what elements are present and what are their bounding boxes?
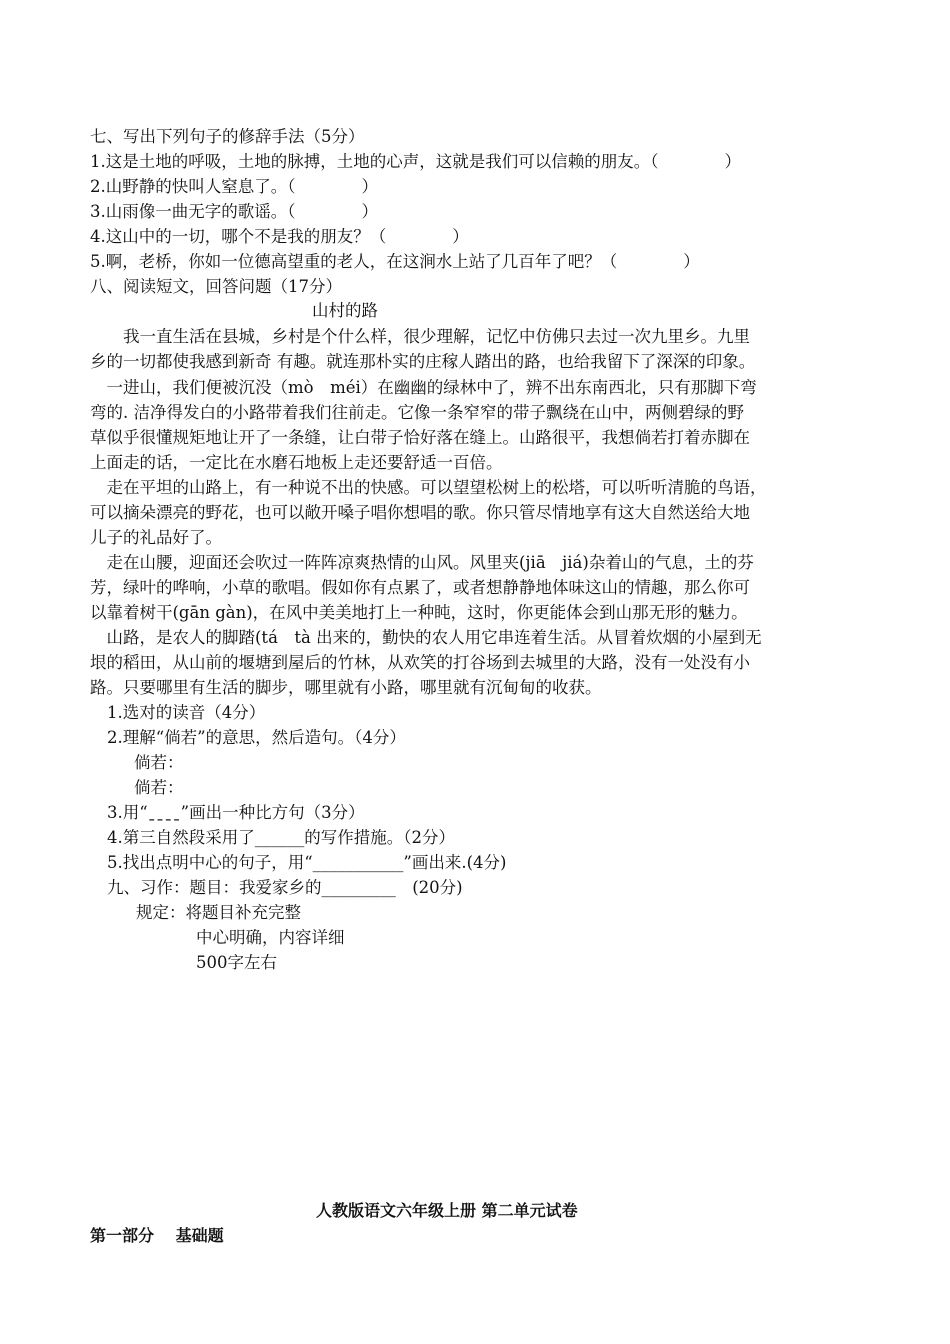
section7-heading: 七、写出下列句子的修辞手法（5分） [90,127,365,146]
passage-line: 可以摘朵漂亮的野花，也可以敞开嗓子唱你想唱的歌。你只管尽情地享有这大自然送给大地 [90,503,750,522]
rhetoric-item-1: 1.这是土地的呼吸，土地的脉搏，土地的心声，这就是我们可以信赖的朋友。（ ） [90,152,741,171]
question-5: 5.找出点明中心的句子，用“___________”画出来.(4分) [107,853,507,872]
passage-line: 路。只要哪里有生活的脚步，哪里就有小路，哪里就有沉甸甸的收获。 [90,678,602,697]
passage-title: 山村的路 [312,301,378,320]
passage-line: 上面走的话，一定比在水磨石地板上走还要舒适一百倍。 [90,453,503,472]
rhetoric-item-2: 2.山野静的快叫人窒息了。（ ） [90,177,378,196]
question-4: 4.第三自然段采用了______的写作措施。（2分） [107,828,455,847]
passage-line: 山路，是农人的脚踏(tá tà 出来的，勤快的农人用它串连着生活。从冒着炊烟的小屋到无 [90,628,762,647]
passage-line: 一进山，我们便被沉没（mò méi）在幽幽的绿林中了，辨不出东南西北，只有那脚下弯 [90,378,757,397]
question-2-answer-line-2: 倘若： [134,778,184,797]
part-heading: 第一部分 基础题 [90,1226,224,1245]
passage-line: 乡的一切都使我感到新奇 有趣。就连那朴实的庄稼人踏出的路，也给我留下了深深的印象。 [90,352,756,371]
essay-rule-2: 中心明确，内容详细 [196,928,345,947]
passage-line: 弯的. 洁净得发白的小路带着我们往前走。它像一条窄窄的带子飘绕在山中，两侧碧绿的野 [90,403,744,422]
question-2: 2.理解“倘若”的意思，然后造句。（4分） [107,728,406,747]
passage-line: 走在山腰，迎面还会吹过一阵阵凉爽热情的山风。风里夹(jiā jiá)杂着山的气息，土的芬 [90,553,754,572]
essay-rule-3: 500字左右 [196,953,277,972]
rhetoric-item-5: 5.啊，老桥，你如一位德高望重的老人，在这涧水上站了几百年了吧？（ ） [90,252,700,271]
passage-line: 垠的稻田，从山前的堰塘到屋后的竹林，从欢笑的打谷场到去城里的大路，没有一处没有小 [90,653,750,672]
passage-line: 以靠着树干(gān gàn)，在风中美美地打上一种盹，这时，你更能体会到山那无形的魅力。 [90,603,748,622]
passage-line: 芳，绿叶的哗响，小草的歌唱。假如你有点累了，或者想静静地体味这山的情趣，那么你可 [90,578,750,597]
passage-line: 我一直生活在县城，乡村是个什么样，很少理解，记忆中仿佛只去过一次九里乡。九里 [90,327,750,346]
rhetoric-item-3: 3.山雨像一曲无字的歌谣。（ ） [90,202,378,221]
passage-line: 儿子的礼品好了。 [90,528,222,547]
passage-line: 走在平坦的山路上，有一种说不出的快感。可以望望松树上的松塔，可以听听清脆的鸟语， [90,478,767,497]
question-2-answer-line-1: 倘若： [134,753,184,772]
section8-heading: 八、阅读短文，回答问题（17分） [90,277,342,296]
passage-line: 草似乎很懂规矩地让开了一条缝，让白带子恰好落在缝上。山路很平，我想倘若打着赤脚在 [90,428,750,447]
question-1: 1.选对的读音（4分） [107,703,266,722]
paper-title: 人教版语文六年级上册 第二单元试卷 [316,1201,578,1220]
essay-rule-1: 规定：将题目补充完整 [136,903,301,922]
question-3: 3.用“ˍˍˍˍ”画出一种比方句（3分） [107,803,365,822]
section9-heading: 九、习作：题目：我爱家乡的_________ (20分) [107,878,463,897]
rhetoric-item-4: 4.这山中的一切，哪个不是我的朋友？（ ） [90,227,469,246]
